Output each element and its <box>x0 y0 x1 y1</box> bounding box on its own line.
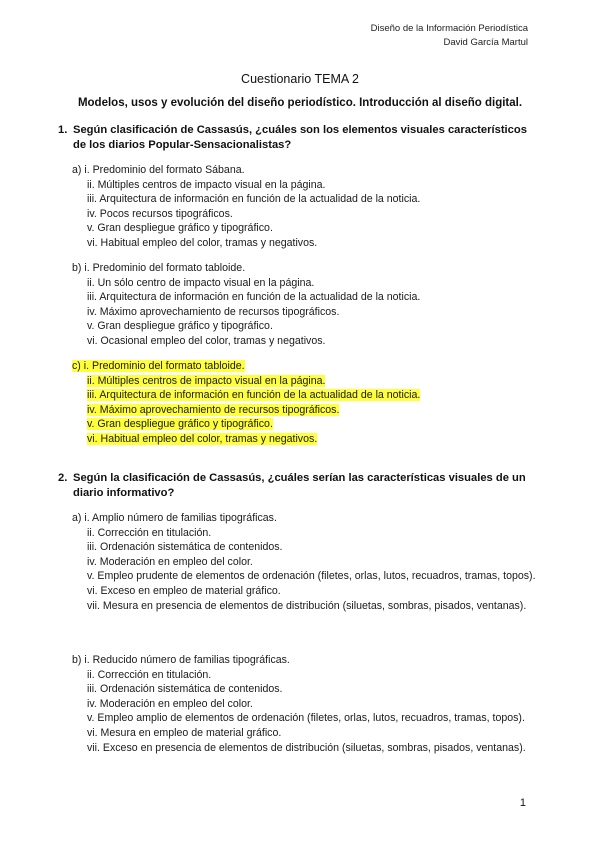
highlighted-answer-line: v. Gran despliegue gráfico y tipográfico. <box>87 418 273 431</box>
option-line: i. Predominio del formato Sábana. <box>84 164 245 176</box>
option-line: vi. Habitual empleo del color, tramas y negativos. <box>87 236 318 249</box>
option-letter: c) <box>72 360 81 372</box>
header-course: Diseño de la Información Periodística <box>370 23 528 34</box>
question-number: 2. <box>58 472 68 484</box>
option-line: vii. Exceso en presencia de elementos de distribución (siluetas, sombras, pisados, ventanas). <box>87 741 526 754</box>
question-2 <box>58 471 533 501</box>
question-1-option-c <box>72 359 542 447</box>
option-line: iv. Moderación en empleo del color. <box>87 555 253 568</box>
option-letter: b) <box>72 262 82 274</box>
option-line: vi. Exceso en empleo de material gráfico. <box>87 584 281 597</box>
option-line: iii. Arquitectura de información en función de la actualidad de la noticia. <box>87 193 421 206</box>
option-line: iv. Máximo aprovechamiento de recursos tipográficos. <box>87 305 340 318</box>
highlighted-answer-line: vi. Habitual empleo del color, tramas y negativos. <box>87 432 318 445</box>
document-title: Cuestionario TEMA 2 <box>241 72 359 86</box>
option-line: v. Empleo prudente de elementos de ordenación (filetes, orlas, lutos, recuadros, tramas, topos). <box>87 570 536 583</box>
option-line: ii. Corrección en titulación. <box>87 526 212 539</box>
header-author: David García Martul <box>443 37 528 48</box>
option-line: vi. Ocasional empleo del color, tramas y negativos. <box>87 334 326 347</box>
question-text: Según la clasificación de Cassasús, ¿cuáles serían las características visuales de un diario informativo? <box>73 472 526 499</box>
option-line: i. Predominio del formato tabloide. <box>83 360 245 372</box>
option-line: vii. Mesura en presencia de elementos de distribución (siluetas, sombras, pisados, ventanas). <box>87 599 527 612</box>
question-number: 1. <box>58 124 68 136</box>
option-line: iii. Arquitectura de información en función de la actualidad de la noticia. <box>87 291 421 304</box>
highlighted-answer-line: iv. Máximo aprovechamiento de recursos tipográficos. <box>87 403 340 416</box>
option-line: iii. Ordenación sistemática de contenidos. <box>87 683 283 696</box>
highlighted-answer-line: ii. Múltiples centros de impacto visual en la página. <box>87 374 326 387</box>
question-2-option-a <box>72 511 542 613</box>
option-line: i. Amplio número de familias tipográficas. <box>84 512 277 524</box>
page-number: 1 <box>519 797 526 809</box>
option-letter: a) <box>72 512 82 524</box>
option-line: iv. Moderación en empleo del color. <box>87 697 253 710</box>
option-letter: b) <box>72 654 82 666</box>
option-letter: a) <box>72 164 82 176</box>
document-subtitle: Modelos, usos y evolución del diseño periodístico. Introducción al diseño digital. <box>77 97 523 109</box>
option-line: iii. Ordenación sistemática de contenidos. <box>87 541 283 554</box>
question-1-option-a <box>72 163 542 251</box>
question-2-option-b <box>72 653 542 755</box>
option-line: ii. Un sólo centro de impacto visual en la página. <box>87 276 315 289</box>
highlighted-answer-line: iii. Arquitectura de información en función de la actualidad de la noticia. <box>87 389 421 402</box>
option-line: v. Gran despliegue gráfico y tipográfico. <box>87 320 273 333</box>
option-line: vi. Mesura en empleo de material gráfico. <box>87 726 282 739</box>
question-1-option-b <box>72 261 542 349</box>
option-line: i. Reducido número de familias tipográficas. <box>84 654 290 666</box>
highlighted-answer-line <box>72 360 245 372</box>
option-line: v. Empleo amplio de elementos de ordenación (filetes, orlas, lutos, recuadros, tramas, topos). <box>87 712 525 725</box>
option-line: ii. Múltiples centros de impacto visual en la página. <box>87 178 326 191</box>
option-line: iv. Pocos recursos tipográficos. <box>87 207 233 220</box>
option-line: i. Predominio del formato tabloide. <box>84 262 246 274</box>
page-header <box>371 22 528 50</box>
option-line: ii. Corrección en titulación. <box>87 668 212 681</box>
option-line: v. Gran despliegue gráfico y tipográfico. <box>87 222 273 235</box>
question-1 <box>58 123 533 153</box>
question-text: Según clasificación de Cassasús, ¿cuáles son los elementos visuales característicos de los diarios Popular-Sensacionalistas? <box>73 124 527 151</box>
